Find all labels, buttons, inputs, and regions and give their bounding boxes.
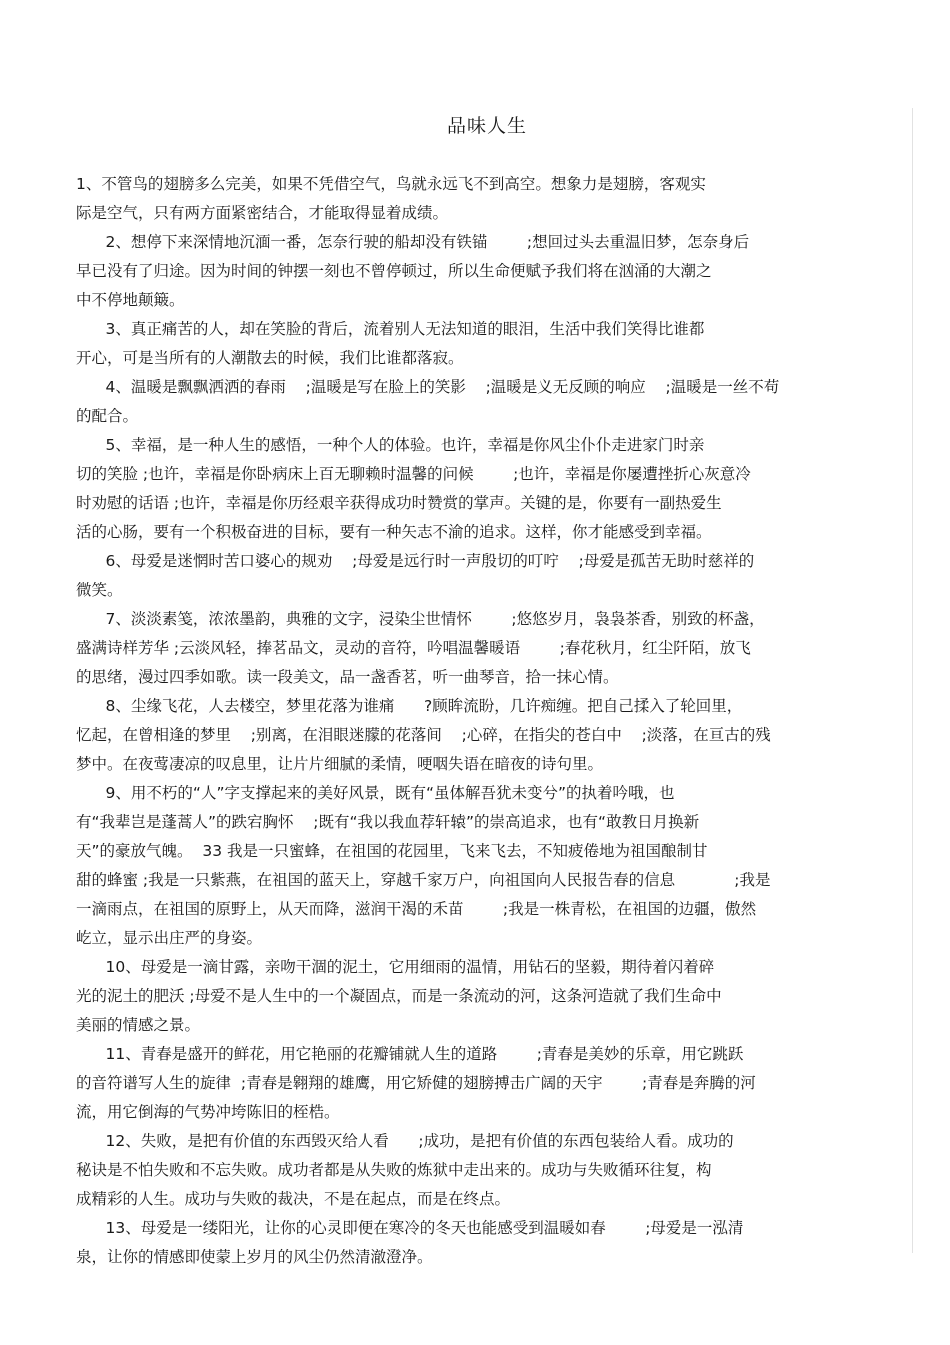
- text-line: 的思绪，漫过四季如歌。读一段美文，品一盏香茗，听一曲琴音，拾一抹心情。: [76, 668, 619, 686]
- text-line: 甜的蜂蜜 ;我是一只紫燕，在祖国的蓝天上，穿越千家万户，向祖国向人民报告春的信息 ;我是: [76, 871, 771, 889]
- text-line: 活的心肠，要有一个积极奋进的目标，要有一种矢志不渝的追求。这样，你才能感受到幸福。: [76, 523, 712, 541]
- text-line: 成精彩的人生。成功与失败的裁决，不是在起点，而是在终点。: [76, 1190, 511, 1208]
- text-line: 忆起，在曾相逢的梦里 ;别离，在泪眼迷朦的花落间 ;心碎，在指尖的苍白中 ;淡落，在亘古的残: [76, 726, 771, 744]
- text-line: 切的笑脸 ;也许，幸福是你卧病床上百无聊赖时温馨的问候 ;也许，幸福是你屡遭挫折心灰意冷: [76, 465, 751, 483]
- text-line: 屹立，显示出庄严的身姿。: [76, 929, 263, 947]
- text-line: 8、尘缘飞花，人去楼空，梦里花落为谁痛 ?顾眸流盼，几许痴缠。把自己揉入了轮回里，: [76, 697, 743, 715]
- text-line: 1、不管鸟的翅膀多么完美，如果不凭借空气，鸟就永远飞不到高空。想象力是翅膀，客观实: [76, 175, 706, 193]
- text-line: 4、温暖是飘飘洒洒的春雨 ;温暖是写在脸上的笑影 ;温暖是义无反顾的响应 ;温暖是一丝不苟: [76, 378, 780, 396]
- text-line: 6、母爱是迷惘时苦口婆心的规劝 ;母爱是远行时一声殷切的叮咛 ;母爱是孤苦无助时慈祥的: [76, 552, 755, 570]
- text-line: 7、淡淡素笺，浓浓墨韵，典雅的文字，浸染尘世情怀 ;悠悠岁月，袅袅茶香，别致的杯盏，: [76, 610, 765, 628]
- text-line: 天”的豪放气魄。 33 我是一只蜜蜂，在祖国的花园里，飞来飞去，不知疲倦地为祖国酿制甘: [76, 842, 708, 860]
- text-line: 的音符谱写人生的旋律 ;青春是翱翔的雄鹰，用它矫健的翅膀搏击广阔的天宇 ;青春是奔腾的河: [76, 1074, 756, 1092]
- text-line: 一滴雨点，在祖国的原野上，从天而降，滋润干渴的禾苗 ;我是一株青松，在祖国的边疆，傲然: [76, 900, 757, 918]
- text-line: 开心，可是当所有的人潮散去的时候，我们比谁都落寂。: [76, 349, 464, 367]
- text-line: 光的泥土的肥沃 ;母爱不是人生中的一个凝固点，而是一条流动的河，这条河造就了我们生命中: [76, 987, 722, 1005]
- text-line: 2、想停下来深情地沉湎一番，怎奈行驶的船却没有铁锚 ;想回过头去重温旧梦，怎奈身后: [76, 233, 750, 251]
- text-line: 12、失败，是把有价值的东西毁灭给人看 ;成功，是把有价值的东西包装给人看。成功的: [76, 1132, 734, 1150]
- text-line: 5、幸福，是一种人生的感悟，一种个人的体验。也许，幸福是你风尘仆仆走进家门时亲: [76, 436, 705, 454]
- text-line: 有“我辈岂是蓬蒿人”的跌宕胸怀 ;既有“我以我血荐轩辕”的崇高追求，也有“敢教日月换新: [76, 813, 700, 831]
- text-line: 梦中。在夜莺凄凉的叹息里，让片片细腻的柔情，哽咽失语在暗夜的诗句里。: [76, 755, 604, 773]
- page-edge-line: [912, 108, 913, 1253]
- text-line: 微笑。: [76, 581, 123, 599]
- text-line: 10、母爱是一滴甘露，亲吻干涸的泥土，它用细雨的温情，用钻石的坚毅，期待着闪着碎: [76, 958, 715, 976]
- text-line: 早已没有了归途。因为时间的钟摆一刻也不曾停顿过，所以生命便赋予我们将在汹涌的大潮之: [76, 262, 712, 280]
- text-line: 际是空气，只有两方面紧密结合，才能取得显着成绩。: [76, 204, 449, 222]
- text-line: 秘诀是不怕失败和不忘失败。成功者都是从失败的炼狱中走出来的。成功与失败循环往复，构: [76, 1161, 712, 1179]
- text-line: 13、母爱是一缕阳光，让你的心灵即便在寒冷的冬天也能感受到温暖如春 ;母爱是一泓清: [76, 1219, 744, 1237]
- text-line: 流，用它倒海的气势冲垮陈旧的桎梏。: [76, 1103, 340, 1121]
- text-line: 3、真正痛苦的人，却在笑脸的背后，流着别人无法知道的眼泪，生活中我们笑得比谁都: [76, 320, 705, 338]
- document-body: [76, 170, 906, 1272]
- text-line: 时劝慰的话语 ;也许，幸福是你历经艰辛获得成功时赞赏的掌声。关键的是，你要有一副热爱生: [76, 494, 722, 512]
- page-title: 品味人生: [446, 115, 527, 137]
- text-line: 中不停地颠簸。: [76, 291, 185, 309]
- text-line: 盛满诗样芳华 ;云淡风轻，捧茗品文，灵动的音符，吟唱温馨暖语 ;春花秋月，红尘阡陌，放飞: [76, 639, 751, 657]
- text-line: 泉，让你的情感即使蒙上岁月的风尘仍然清澈澄净。: [76, 1248, 433, 1266]
- text-line: 11、青春是盛开的鲜花，用它艳丽的花瓣铺就人生的道路 ;青春是美妙的乐章，用它跳跃: [76, 1045, 744, 1063]
- text-line: 的配合。: [76, 407, 139, 425]
- text-line: 美丽的情感之景。: [76, 1016, 201, 1034]
- text-line: 9、用不朽的“人”字支撑起来的美好风景，既有“虽体解吾犹未变兮”的执着吟哦，也: [76, 784, 675, 802]
